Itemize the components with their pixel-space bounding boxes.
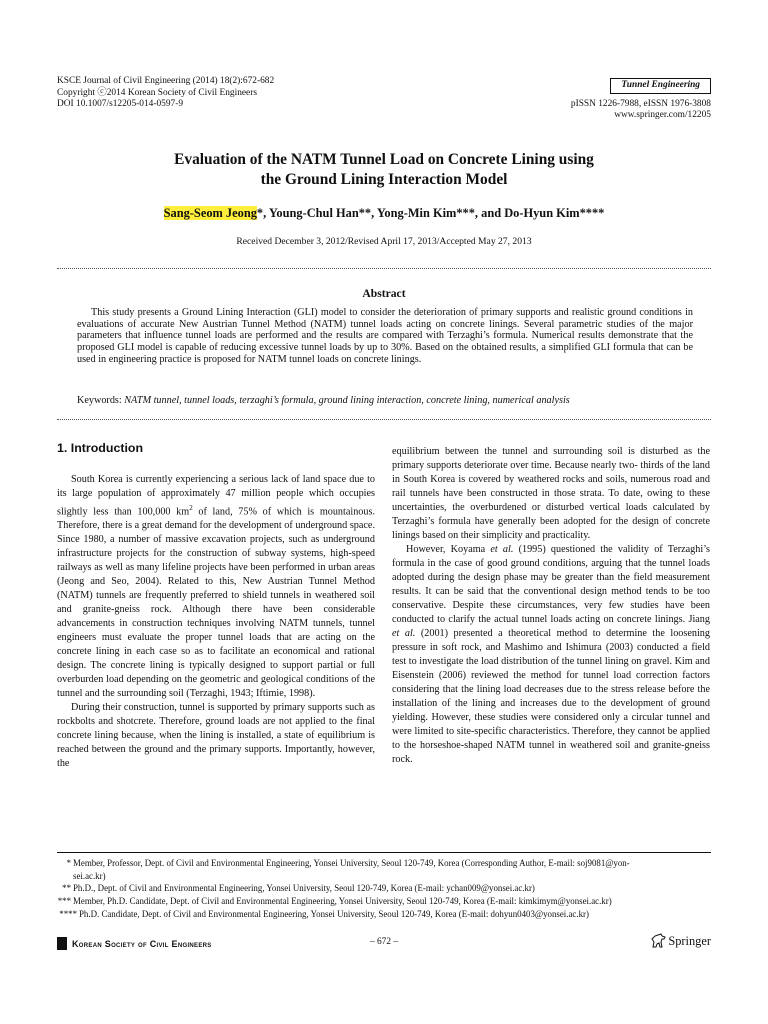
keywords-list: NATM tunnel, tunnel loads, terzaghi’s formula, ground lining interaction, concrete lining, numerical analysis — [124, 395, 570, 406]
paragraph: South Korea is currently experiencing a serious lack of land space due to its large population of approximately 47 million people which occupies slightly less than 100,000 $km^2$ of land, 75% of which is mountainous. Therefore, there is a great demand for the development of underground space. Since 1980, a number of massive excavation projects, such as underground infrastructure projects for the construction of subway systems, high-speed railways as well as many lifeline projects have been performed in urban areas (Jeong and Seo, 2004). Related to this, New Austrian Tunnel Method (NATM) tunnels are frequently preferred to shield tunnels in weathered soil and granite-gneiss rock. Although there have been considerable advancements in construction techniques involving NATM tunnels, tunnel engineers must evaluate the proper tunnel loads that are acting on the concrete lining in each case so as to facilitate an economical and rational design. The concrete lining is typically designed to support partial or full overburden load depending on the geometric and geological conditions of the tunnel and the surrounding soil (Terzaghi, 1943; Iftimie, 1998). — [57, 474, 376, 700]
copyright-line: Copyright ⓒ2014 Korean Society of Civil Engineers — [57, 87, 257, 98]
keywords-label: Keywords: — [77, 395, 122, 406]
abstract-heading: Abstract — [362, 287, 406, 300]
ksce-logo-icon — [57, 937, 67, 950]
highlighted-author: Sang-Seom Jeong — [163, 206, 257, 220]
column-right — [392, 445, 710, 767]
section-heading: 1. Introduction — [57, 441, 144, 455]
paragraph: equilibrium between the tunnel and surrounding soil is disturbed as the primary supports deteriorate over time. Because nearly two- thirds of the land in South Korea is covered by weathered rocks and soils, numerous road and rail tunnels have been constructed in those strata. To date, owing to these uncertainties, the overburdened or disturbed vertical loads calculated by Terzaghi’s formula have generally been adopted for the design of concrete linings based on their simplicity and practicality. — [392, 446, 710, 541]
journal-citation: KSCE Journal of Civil Engineering (2014) 18(2):672-682 — [57, 76, 275, 86]
author-mark: * — [256, 206, 264, 220]
footnote-rule — [57, 852, 711, 853]
publisher-name: Springer — [668, 933, 711, 948]
footnote: **** Ph.D. Candidate, Dept. of Civil and Environmental Engineering, Yonsei University, Seoul 120-749, Korea (E-mail: dohyun0403@yonsei.ac.kr) — [59, 908, 589, 919]
footnote-continuation: sei.ac.kr) — [73, 870, 106, 881]
journal-header — [57, 76, 274, 111]
author-list — [60, 206, 708, 221]
springer-horse-icon — [650, 933, 668, 949]
issn-line: pISSN 1226-7988, eISSN 1976-3808 — [570, 98, 711, 109]
received-dates: Received December 3, 2012/Revised April 17, 2013/Accepted May 27, 2013 — [236, 236, 532, 247]
paragraph: During their construction, tunnel is supported by primary supports such as rockbolts and shotcrete. Therefore, ground loads are not applied to the final concrete lining because, when the lining is installed, a state of equilibrium is reached between the ground and the primary supports. Importantly, however, the — [57, 702, 375, 770]
journal-header-right — [571, 78, 711, 122]
title-line-2: the Ground Lining Interaction Model — [260, 171, 508, 188]
keywords — [77, 395, 707, 407]
page-number: – 672 – — [369, 937, 399, 947]
footnote: ** Ph.D., Dept. of Civil and Environmental Engineering, Yonsei University, Seoul 120-749, Korea (E-mail: ychan009@yonsei.ac.kr) — [62, 883, 535, 894]
footnote: *** Member, Ph.D. Candidate, Dept. of Civil and Environmental Engineering, Yonsei University, Seoul 120-749, Korea (E-mail: kimkimym@yonsei.ac.kr) — [57, 896, 612, 907]
paragraph: However, Koyama et al. (1995) questioned the validity of Terzaghi’s formula in the case of good ground conditions, arguing that the tunnel loads adopted during the design phase may be greater than the field measurement results. It can be said that the conventional design method tends to be too conservative. Despite these circumstances, very few studies have been conducted to clarify the actual tunnel loads acting on concrete linings. Jiang et al. (2001) presented a theoretical method to determine the loosening pressure in soft rock, and Mashimo and Ishimura (2003) conducted a field test to investigate the load distribution of the tunnel lining on gravel. Kim and Eisenstein (2006) reviewed the method for tunnel load correction factors considering that the lining load decreases due to the stress release before the installation of the lining and increases due to the development of ground yielding. However, these studies were considered only a circular tunnel and were limited to site-specific characteristics. Therefore, they cannot be applied to the horseshoe-shaped NATM tunnel in weathered soil and granite-gneiss rock. — [392, 544, 710, 765]
divider-bottom — [57, 419, 711, 420]
abstract-body: This study presents a Ground Lining Interaction (GLI) model to consider the deterioration of primary supports and realistic ground conditions in evaluations of accurate New Austrian Tunnel Method (NATM) tunnel loads acting on concrete linings. Several parametric studies of the major parameters that influence tunnel loads are performed and the results are compared with Terzaghi’s formula. Numerical results demonstrate that the proposed GLI model is capable of reducing excessive tunnel loads by up to 30%. Based on the obtained results, a simplified GLI formula that can be used in engineering practice is proposed for NATM tunnel loads on concrete linings. — [77, 307, 693, 365]
title-line-1: Evaluation of the NATM Tunnel Load on Concrete Lining using — [174, 151, 594, 168]
society-name: Korean Society of Civil Engineers — [72, 938, 212, 949]
column-left — [57, 473, 375, 771]
doi-line: DOI 10.1007/s12205-014-0597-9 — [57, 99, 184, 110]
society-logo — [57, 937, 212, 950]
footnote: * Member, Professor, Dept. of Civil and Environmental Engineering, Yonsei University, Seoul 120-749, Korea (Corresponding Author, E-mail: soj9081@yon- — [66, 858, 630, 868]
paper-title — [60, 150, 708, 190]
divider-top — [57, 268, 711, 269]
other-authors: , Young-Chul Han**, Yong-Min Kim***, and Do-Hyun Kim**** — [263, 206, 605, 220]
footnotes — [57, 857, 717, 921]
journal-url: www.springer.com/12205 — [614, 110, 711, 121]
springer-logo — [650, 933, 711, 949]
category-tag: Tunnel Engineering — [610, 78, 711, 94]
